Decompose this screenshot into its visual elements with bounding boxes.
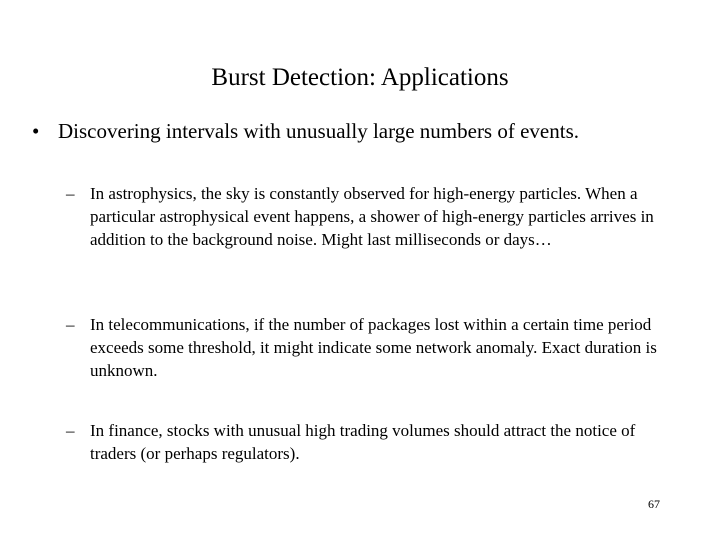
slide-title: Burst Detection: Applications <box>211 64 509 91</box>
page-number: 67 <box>648 497 660 511</box>
sub-bullet-marker: – <box>66 421 75 440</box>
main-bullet-text: Discovering intervals with unusually large numbers of events. <box>58 119 580 143</box>
sub-bullet-finance <box>66 419 676 465</box>
main-bullet <box>32 117 692 145</box>
sub-bullet-telecommunications <box>66 313 676 382</box>
sub-bullet-marker: – <box>66 184 75 203</box>
bullet-marker: • <box>32 119 40 143</box>
sub-bullet-text: In finance, stocks with unusual high trading volumes should attract the notice of traders (or perhaps regulators). <box>90 421 636 463</box>
sub-bullet-text: In astrophysics, the sky is constantly observed for high-energy particles. When a particular astrophysical event happens, a shower of high-energy particles arrives in addition to the background noise. Might last milliseconds or days… <box>90 184 654 249</box>
sub-bullet-text: In telecommunications, if the number of packages lost within a certain time period exceeds some threshold, it might indicate some network anomaly. Exact duration is unknown. <box>90 315 657 380</box>
sub-bullet-marker: – <box>66 315 75 334</box>
sub-bullet-astrophysics <box>66 182 676 251</box>
